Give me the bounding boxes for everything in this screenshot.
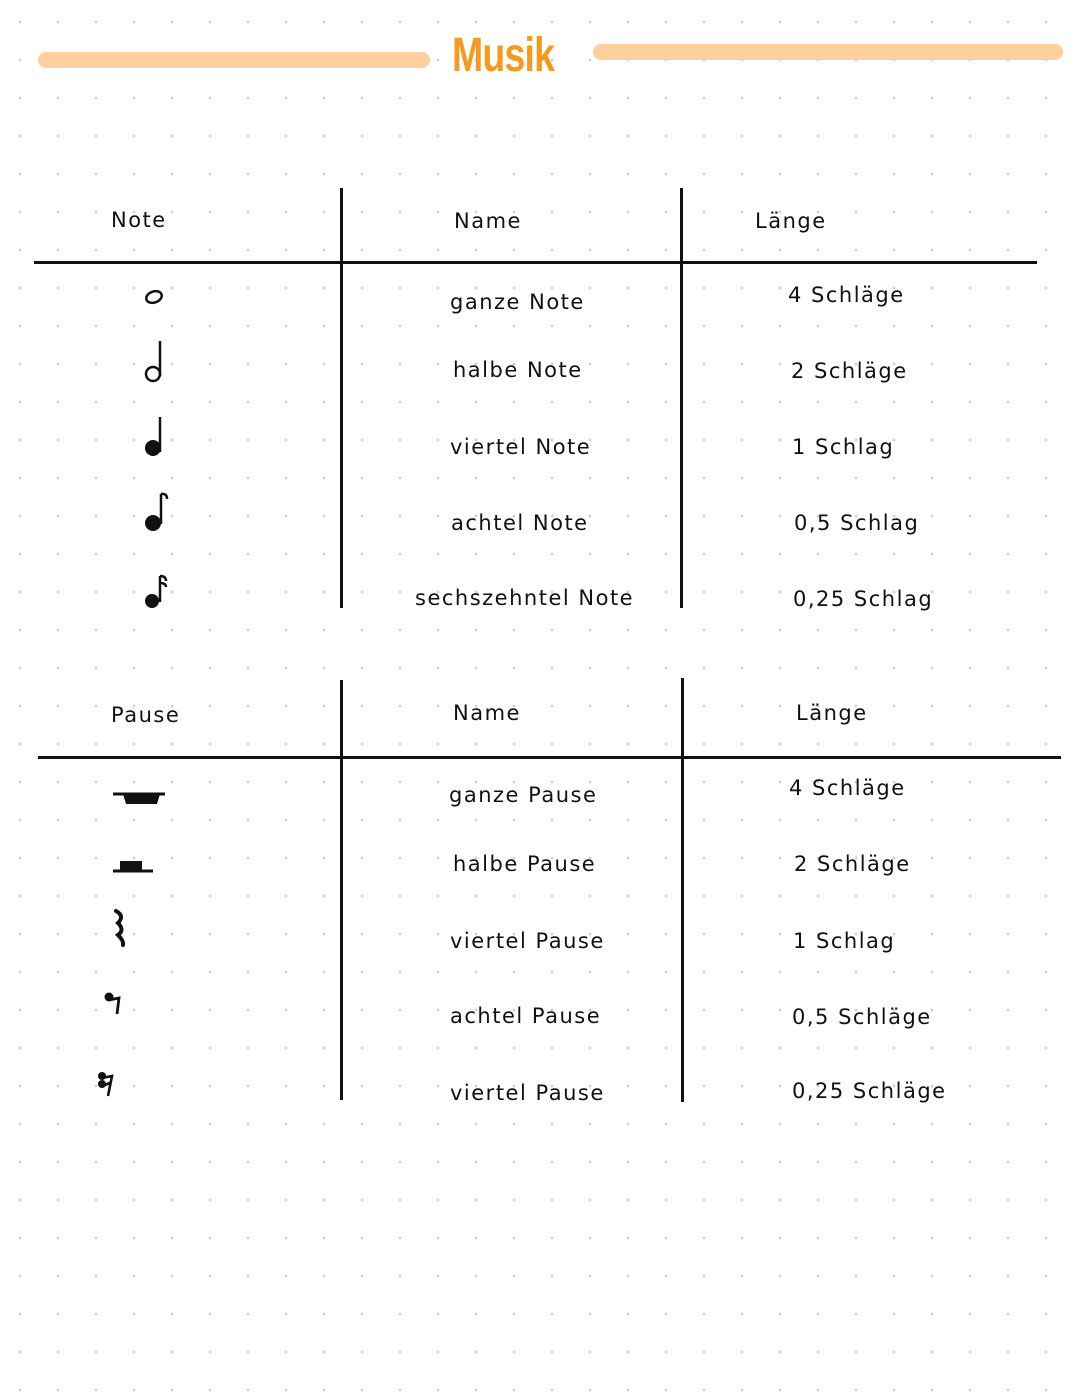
notes-header-symbol: Note bbox=[111, 208, 167, 232]
eighth-note-icon bbox=[140, 490, 174, 540]
notes-divider-1 bbox=[340, 188, 343, 608]
note-name: achtel Note bbox=[451, 511, 589, 535]
half-note-icon bbox=[140, 338, 170, 388]
header-bar-right bbox=[593, 44, 1063, 60]
rest-name: viertel Pause bbox=[450, 929, 605, 953]
note-length: 4 Schläge bbox=[788, 283, 905, 307]
note-name: halbe Note bbox=[453, 358, 583, 382]
rests-header-rule bbox=[38, 756, 1061, 759]
rest-name: viertel Pause bbox=[450, 1081, 605, 1105]
header-bar-left bbox=[38, 52, 430, 68]
notes-header-name: Name bbox=[454, 209, 522, 233]
rest-length: 0,5 Schläge bbox=[792, 1005, 932, 1029]
rests-divider-1 bbox=[340, 680, 343, 1100]
rest-length: 4 Schläge bbox=[789, 776, 906, 800]
rests-header-name: Name bbox=[453, 701, 521, 725]
rest-name: achtel Pause bbox=[450, 1004, 602, 1028]
note-name: sechszehntel Note bbox=[415, 586, 635, 610]
whole-note-icon bbox=[140, 284, 170, 308]
note-length: 2 Schläge bbox=[791, 359, 908, 383]
notes-header-rule bbox=[34, 261, 1037, 264]
rest-length: 2 Schläge bbox=[794, 852, 911, 876]
quarter-rest-icon bbox=[112, 908, 134, 950]
sixteenth-note-icon bbox=[140, 570, 174, 615]
note-length: 1 Schlag bbox=[792, 435, 895, 459]
page-title: Musik bbox=[452, 29, 555, 82]
note-length: 0,25 Schlag bbox=[793, 587, 934, 611]
half-rest-icon bbox=[110, 858, 160, 878]
note-name: ganze Note bbox=[450, 290, 585, 314]
notes-header-length: Länge bbox=[755, 209, 827, 233]
rest-name: halbe Pause bbox=[453, 852, 597, 876]
note-name: viertel Note bbox=[450, 435, 592, 459]
quarter-note-icon bbox=[140, 414, 170, 464]
rest-name: ganze Pause bbox=[449, 783, 598, 807]
rests-header-symbol: Pause bbox=[111, 703, 181, 727]
rests-divider-2 bbox=[681, 678, 684, 1102]
eighth-rest-icon bbox=[102, 990, 124, 1018]
note-length: 0,5 Schlag bbox=[794, 511, 920, 535]
rests-header-length: Länge bbox=[796, 701, 868, 725]
notes-divider-2 bbox=[680, 188, 683, 608]
rest-length: 0,25 Schläge bbox=[792, 1079, 947, 1103]
rest-length: 1 Schlag bbox=[793, 929, 896, 953]
whole-rest-icon bbox=[110, 790, 170, 810]
sixteenth-rest-icon bbox=[96, 1070, 118, 1100]
